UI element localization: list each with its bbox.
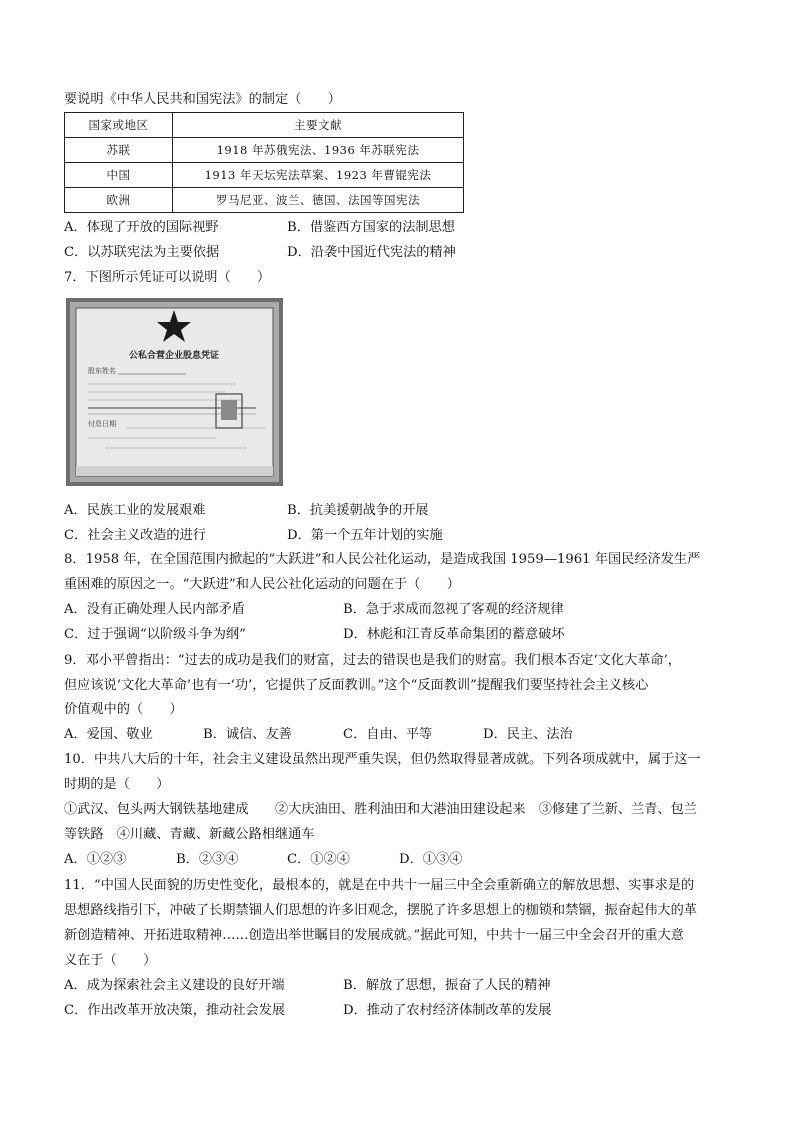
q10-statement-line: ①武汉、包头两大钢铁基地建成 ②大庆油田、胜利油田和大港油田建设起来 ③修建了兰新、兰青、包兰 — [64, 802, 697, 817]
q10-statement-line: 等铁路 ④川藏、青藏、新藏公路相继通车 — [64, 827, 315, 842]
table-cell: 中国 — [65, 163, 173, 188]
q8-stem-line: 重困难的原因之一。“大跃进”和人民公社化运动的问题在于（ ） — [64, 577, 460, 592]
q8-option-a: A．没有正确处理人民内部矛盾 — [64, 602, 245, 617]
q7-stem: 7．下图所示凭证可以说明（ ） — [64, 270, 271, 285]
certificate-title: 公私合营企业股息凭证 — [128, 351, 220, 361]
table-row — [65, 138, 464, 163]
q8-option-b: B．急于求成而忽视了客观的经济规律 — [343, 602, 564, 617]
q9-option-c: C．自由、平等 — [343, 727, 433, 742]
q6-option-b: B．借鉴西方国家的法制思想 — [287, 220, 455, 235]
q11-option-a: A．成为探索社会主义建设的良好开端 — [64, 978, 285, 993]
q10-stem-line: 10．中共八大后的十年，社会主义建设虽然出现严重失误，但仍然取得显著成就。下列各项成就中，属于这一 — [64, 752, 701, 767]
q10-option-b: B．②③④ — [176, 852, 239, 867]
table-cell: 苏联 — [65, 138, 173, 163]
q11-stem-line: 思想路线指引下，冲破了长期禁锢人们思想的许多旧观念，摆脱了许多思想上的枷锁和禁锢，振奋起伟大的革 — [64, 903, 697, 918]
q6-option-d: D．沿袭中国近代宪法的精神 — [287, 245, 456, 260]
q9-stem-line: 价值观中的（ ） — [64, 702, 183, 717]
q10-option-c: C．①②④ — [287, 852, 350, 867]
table-header: 国家或地区 — [65, 113, 173, 138]
q8-option-c: C．过于强调“以阶级斗争为纲” — [64, 627, 246, 642]
q11-option-d: D．推动了农村经济体制改革的发展 — [343, 1003, 552, 1018]
table-header: 主要文献 — [173, 113, 464, 138]
q10-option-a: A．①②③ — [64, 852, 127, 867]
q8-option-d: D．林彪和江青反革命集团的蓄意破坏 — [343, 627, 565, 642]
q6-option-a: A．体现了开放的国际视野 — [64, 220, 219, 235]
q7-option-b: B．抗美援朝战争的开展 — [287, 503, 429, 518]
table-cell: 罗马尼亚、波兰、德国、法国等国宪法 — [173, 188, 464, 213]
q10-stem-line: 时期的是（ ） — [64, 777, 170, 792]
q9-option-b: B．诚信、友善 — [203, 727, 292, 742]
q11-stem-line: 新创造精神、开拓进取精神……创造出举世瞩目的发展成就。”据此可知，中共十一届三中全会召开的重大意 — [64, 928, 684, 943]
q11-stem-line: 义在于（ ） — [64, 953, 157, 968]
q6-stem: 要说明《中华人民共和国宪法》的制定（ ） — [64, 92, 341, 107]
q9-stem-line: 但应该说‘文化大革命’也有一‘功’，它提供了反面教训。”这个“反面教训”提醒我们要坚持社会主义核心 — [64, 678, 649, 693]
q6-documents-table — [64, 112, 464, 213]
q7-option-d: D．第一个五年计划的实施 — [287, 528, 443, 543]
q11-option-b: B．解放了思想，振奋了人民的精神 — [343, 978, 551, 993]
table-cell: 1918 年苏俄宪法、1936 年苏联宪法 — [173, 138, 464, 163]
q8-stem-line: 8．1958 年，在全国范围内掀起的“大跃进”和人民公社化运动，是造成我国 1959—1961 年国民经济发生严 — [64, 552, 701, 567]
q6-option-c: C．以苏联宪法为主要依据 — [64, 245, 220, 260]
q7-option-c: C．社会主义改造的进行 — [64, 528, 206, 543]
table-cell: 欧洲 — [65, 188, 173, 213]
certificate-line: 股东姓名 — [88, 367, 116, 375]
q9-stem-line: 9．邓小平曾指出：“过去的成功是我们的财富，过去的错误也是我们的财富。我们根本否定‘文化大革命’， — [64, 653, 681, 668]
table-row — [65, 188, 464, 213]
q9-option-a: A．爱国、敬业 — [64, 727, 153, 742]
table-cell: 1913 年天坛宪法草案、1923 年曹锟宪法 — [173, 163, 464, 188]
q11-option-c: C．作出改革开放决策，推动社会发展 — [64, 1003, 286, 1018]
q11-stem-line: 11．“中国人民面貌的历史性变化，最根本的，就是在中共十一届三中全会重新确立的解放思想、实事求是的 — [64, 878, 695, 893]
q7-option-a: A．民族工业的发展艰难 — [64, 503, 206, 518]
table-row — [65, 163, 464, 188]
certificate-line: 付息日期 — [88, 420, 116, 428]
table-header-row — [65, 113, 464, 138]
dividend-certificate-photo — [66, 298, 283, 486]
q10-option-d: D．①③④ — [399, 852, 463, 867]
q9-option-d: D．民主、法治 — [483, 727, 573, 742]
